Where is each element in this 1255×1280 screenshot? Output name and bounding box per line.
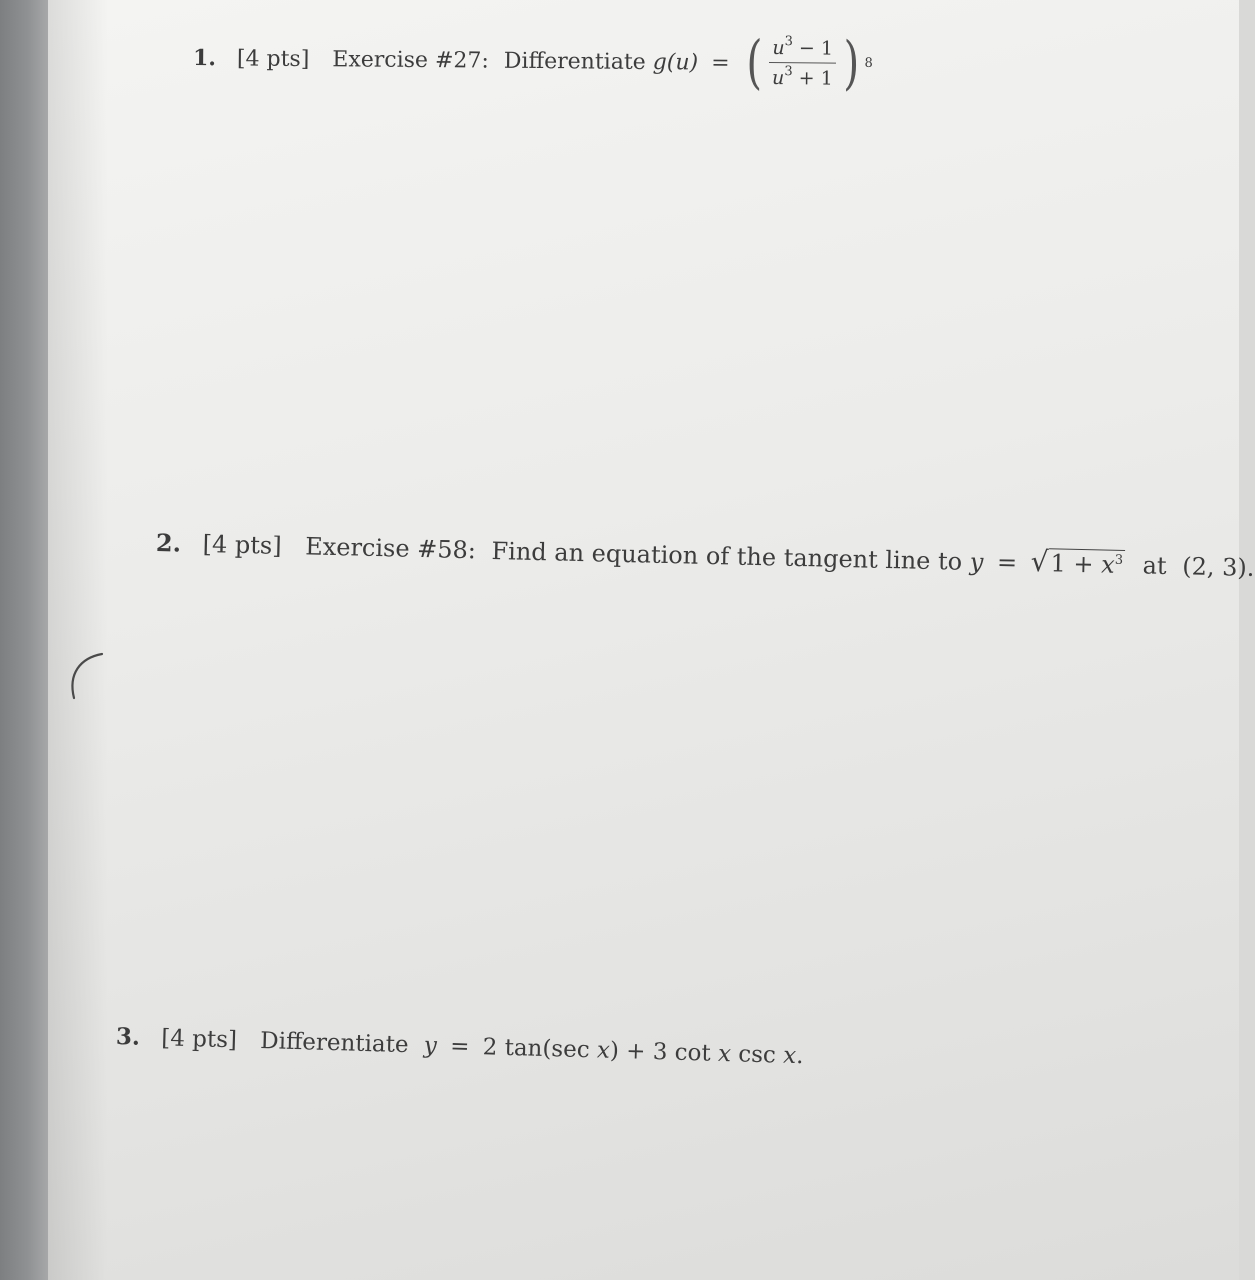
expression-variable-1: x — [596, 1037, 611, 1064]
numerator-base: u — [772, 36, 785, 59]
expression-part-1: 2 tan(sec — [482, 1034, 591, 1064]
exercise-label: Exercise #27: — [332, 47, 489, 74]
problem-number: 3. — [115, 1023, 141, 1051]
radical-sign: √ — [1030, 545, 1049, 579]
fraction-denominator — [769, 63, 836, 90]
y-variable: y — [423, 1032, 438, 1059]
expression-variable-3: x — [782, 1042, 797, 1069]
problem-number: 1. — [192, 45, 217, 72]
instruction-text: Find an equation of the tangent line to — [491, 537, 963, 576]
numerator-rest: − 1 — [798, 36, 834, 60]
problem-1 — [192, 27, 873, 97]
expression-variable-2: x — [717, 1040, 732, 1068]
pencil-mark — [58, 648, 118, 708]
expression-end: . — [795, 1043, 804, 1070]
equals-sign: = — [711, 50, 730, 76]
problem-points: [4 pts] — [236, 46, 310, 73]
y-variable: y — [969, 547, 984, 577]
problem-number: 2. — [155, 528, 182, 558]
fraction — [769, 35, 836, 90]
square-root — [1030, 545, 1125, 579]
radicand-variable: x — [1100, 550, 1116, 579]
function-lhs: g(u) — [652, 50, 699, 76]
problem-points: [4 pts] — [160, 1025, 238, 1054]
expression-part-3: csc — [737, 1041, 777, 1069]
numerator-exponent: 3 — [784, 33, 794, 49]
instruction-text: Differentiate — [259, 1028, 409, 1059]
paper-shadow — [48, 0, 108, 1280]
at-word: at — [1142, 551, 1167, 581]
denominator-exponent: 3 — [784, 63, 793, 79]
equals-sign: = — [449, 1033, 470, 1060]
instruction-text: Differentiate — [503, 48, 646, 75]
fraction-numerator — [769, 35, 836, 63]
radicand — [1048, 548, 1125, 578]
paper-sheet — [48, 0, 1239, 1280]
equals-sign: = — [996, 548, 1018, 577]
radicand-exponent: 3 — [1114, 552, 1124, 568]
outer-exponent: 8 — [864, 55, 873, 71]
expression-part-2: ) + 3 cot — [609, 1037, 712, 1067]
tangent-point: (2, 3). — [1181, 552, 1255, 583]
problem-points: [4 pts] — [202, 530, 282, 561]
exercise-label: Exercise #58: — [304, 532, 477, 565]
denominator-base: u — [772, 66, 785, 89]
denominator-rest: + 1 — [798, 66, 833, 90]
radicand-prefix: 1 + — [1050, 549, 1094, 579]
fraction-expression — [742, 27, 873, 97]
desk-edge — [0, 0, 50, 1280]
left-paren: ( — [745, 27, 763, 96]
right-paren: ) — [842, 28, 860, 97]
